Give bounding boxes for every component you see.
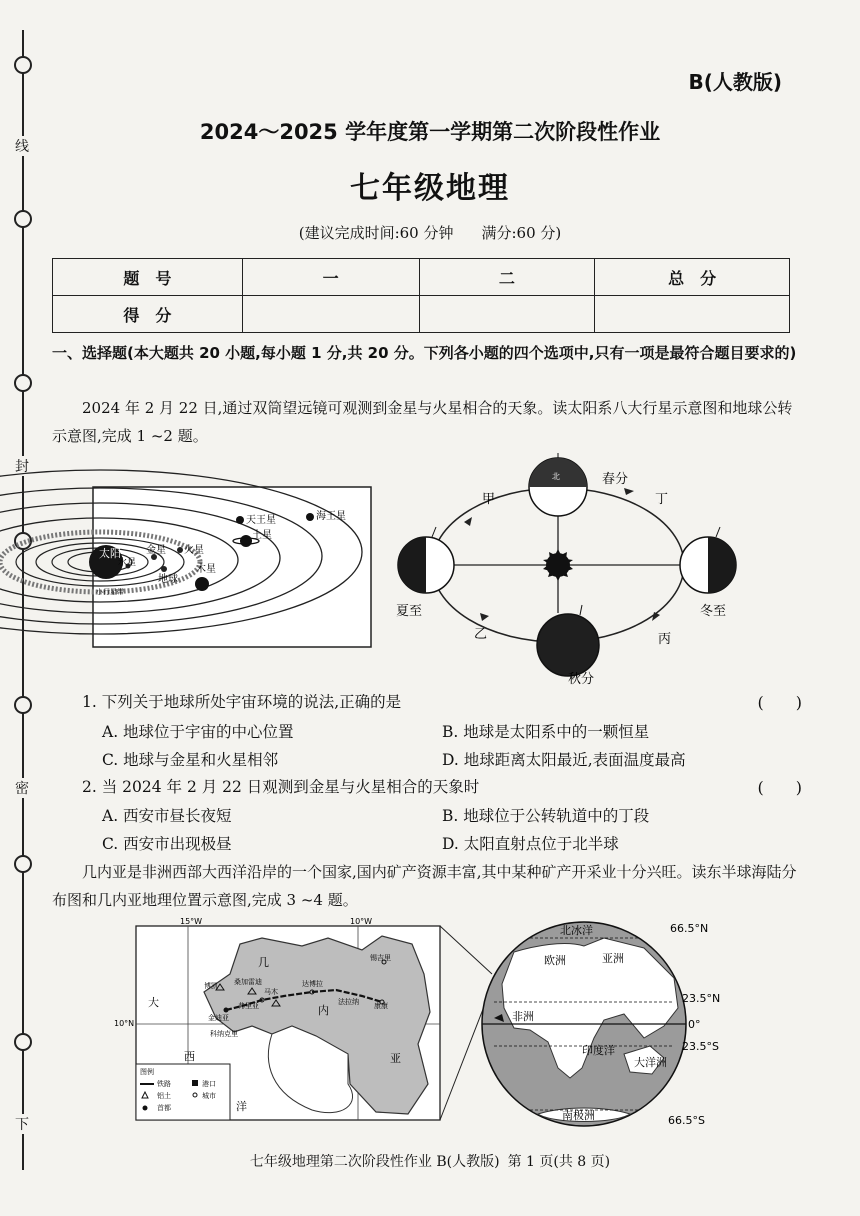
mars-icon (177, 547, 183, 553)
latitude-label: 10°N (114, 1019, 135, 1028)
legend-item: 铝土 (157, 1092, 171, 1100)
legend-item: 铁路 (157, 1080, 171, 1088)
legend-item: 城市 (202, 1092, 216, 1100)
binding-circle (14, 855, 32, 873)
binding-char: 封 (10, 456, 34, 476)
latitude-label: 66.5°S (668, 1114, 705, 1127)
table-header-cell: 一 (242, 259, 419, 296)
orbit-arrow (624, 488, 634, 495)
winter-label: 冬至 (700, 604, 727, 619)
continent-label: 亚洲 (602, 952, 624, 965)
spring-label: 春分 (602, 472, 629, 487)
latitude-label: 66.5°N (670, 922, 709, 935)
latitude-label: 0° (688, 1018, 701, 1031)
binding-circle (14, 1033, 32, 1051)
country-char: 几 (258, 956, 269, 969)
jupiter-label: 木星 (196, 564, 216, 575)
score-cell[interactable] (242, 296, 419, 333)
option-b: B. 地球位于公转轨道中的丁段 (442, 807, 650, 825)
asteroid-belt-label: 小行星带 (96, 588, 124, 596)
binding-circle (14, 374, 32, 392)
answer-paren[interactable]: ( ) (757, 778, 802, 797)
binding-char: 密 (10, 778, 34, 798)
option-a: A. 西安市昼长夜短 (102, 807, 232, 825)
segment-bing: 丙 (658, 632, 672, 647)
page-footer (0, 1151, 860, 1171)
table-header-cell: 二 (419, 259, 595, 296)
venus-label: 金星 (146, 545, 166, 556)
ocean-char: 西 (184, 1050, 195, 1063)
binding-circle (14, 696, 32, 714)
footer-title: 七年级地理第二次阶段性作业 B(人教版) (249, 1154, 500, 1170)
option-c: C. 西安市出现极昼 (102, 835, 232, 853)
summer-label: 夏至 (396, 604, 423, 619)
score-cell[interactable] (595, 296, 790, 333)
continent-label: 印度洋 (582, 1044, 615, 1057)
earth-summer (398, 527, 454, 593)
edition-label: B(人教版) (688, 70, 782, 94)
exam-title: 2024～2025 学年度第一学期第二次阶段性作业 (199, 120, 661, 144)
option-d: D. 太阳直射点位于北半球 (442, 835, 619, 853)
earth-revolution-diagram (390, 455, 750, 685)
city-label: 博凯 (204, 982, 218, 990)
answer-paren[interactable]: ( ) (757, 693, 802, 712)
continent-label: 欧洲 (544, 954, 566, 967)
solar-system-diagram (92, 486, 372, 648)
mercury-label: 水星 (118, 558, 137, 568)
eastern-hemisphere-globe (474, 918, 721, 1133)
ocean-char: 大 (148, 996, 159, 1009)
subject-title: 七年级地理 (350, 171, 510, 206)
city-label: 科纳克里 (210, 1030, 238, 1038)
earth-label: 地球 (158, 574, 178, 585)
passage-1: 2024 年 2 月 22 日,通过双筒望远镜可观测到金星与火星相合的天象。读太阳系八大行星示意图和地球公转示意图,完成 1 ~2 题。 (52, 399, 793, 445)
question-1-stem: 1. 下列关于地球所处宇宙环境的说法,正确的是 (82, 693, 402, 711)
earth-icon (161, 566, 167, 572)
neptune-label: 海王星 (316, 511, 346, 522)
time-text: (建议完成时间:60 分钟 (298, 224, 454, 242)
continent-label: 南极洲 (562, 1109, 595, 1122)
option-c: C. 地球与金星和火星相邻 (102, 751, 279, 769)
city-label: 马木 (264, 988, 278, 996)
segment-jia: 甲 (482, 492, 496, 507)
earth-autumn (537, 605, 599, 676)
score-cell[interactable] (419, 296, 595, 333)
orbit-arrow (652, 612, 660, 621)
legend-port-icon (192, 1080, 198, 1086)
passage-2: 几内亚是非洲西部大西洋沿岸的一个国家,国内矿产资源丰富,其中某种矿产开采业十分兴旺。读东半球海陆分布图和几内亚地理位置示意图,完成 3 ~4 题。 (52, 863, 797, 909)
legend-item: 港口 (202, 1080, 216, 1088)
segment-ding: 丁 (655, 492, 669, 507)
jupiter-icon (195, 577, 209, 591)
city-label: 桑加雷迪 (234, 978, 262, 986)
legend-item: 首都 (157, 1104, 171, 1112)
latitude-label: 23.5°N (682, 992, 721, 1005)
city-label: 金迪亚 (208, 1014, 229, 1022)
uranus-icon (236, 516, 244, 524)
mars-label: 火星 (184, 545, 204, 556)
table-header-cell: 总 分 (595, 259, 790, 296)
legend-capital-icon (143, 1106, 148, 1111)
time-info (0, 222, 860, 243)
autumn-label: 秋分 (568, 672, 595, 687)
uranus-label: 天王星 (246, 515, 276, 526)
earth-winter (680, 527, 736, 593)
saturn-label: 土星 (252, 530, 272, 541)
country-char: 内 (318, 1004, 329, 1017)
continent-label: 大洋洲 (634, 1056, 667, 1069)
option-d: D. 地球距离太阳最近,表面温度最高 (442, 751, 686, 769)
country-char: 亚 (390, 1052, 401, 1065)
option-a: A. 地球位于宇宙的中心位置 (102, 723, 294, 741)
score-table (52, 258, 790, 333)
legend-title: 图例 (140, 1068, 154, 1076)
option-b: B. 地球是太阳系中的一颗恒星 (442, 723, 650, 741)
neptune-icon (306, 513, 314, 521)
city-label: 法拉纳 (338, 998, 359, 1006)
earth-spring (529, 453, 587, 516)
binding-char: 下 (10, 1114, 34, 1134)
saturn-icon (240, 535, 252, 547)
city-label: 锡吉里 (370, 954, 391, 962)
table-row-label: 得 分 (53, 296, 243, 333)
binding-circle (14, 56, 32, 74)
svg-text:北: 北 (552, 472, 560, 481)
question-2-stem: 2. 当 2024 年 2 月 22 日观测到金星与火星相合的天象时 (82, 778, 480, 796)
capital-icon (224, 1008, 229, 1013)
city-label: 弗里亚 (238, 1002, 259, 1010)
orbit-arrow (480, 613, 489, 621)
binding-char: 线 (10, 136, 34, 156)
score-text: 满分:60 分) (481, 224, 562, 242)
longitude-label: 15°W (180, 917, 203, 926)
table-header-cell: 题 号 (53, 259, 243, 296)
latitude-label: 23.5°S (682, 1040, 719, 1053)
sun-label: 太阳 (99, 547, 121, 560)
guinea-location-map (112, 914, 452, 1124)
continent-label: 北冰洋 (560, 924, 593, 937)
ocean-char: 洋 (236, 1100, 247, 1113)
city-label: 康康 (374, 1002, 388, 1010)
longitude-label: 10°W (350, 917, 373, 926)
continent-label: 非洲 (512, 1010, 534, 1023)
city-label: 达博拉 (302, 980, 323, 988)
section-heading: 一、选择题(本大题共 20 小题,每小题 1 分,共 20 分。下列各小题的四个选项中,只有一项是最符合题目要求的) (52, 344, 797, 362)
orbit-arrow (464, 517, 472, 526)
segment-yi: 乙 (474, 627, 488, 642)
footer-page: 第 1 页(共 8 页) (507, 1154, 611, 1170)
